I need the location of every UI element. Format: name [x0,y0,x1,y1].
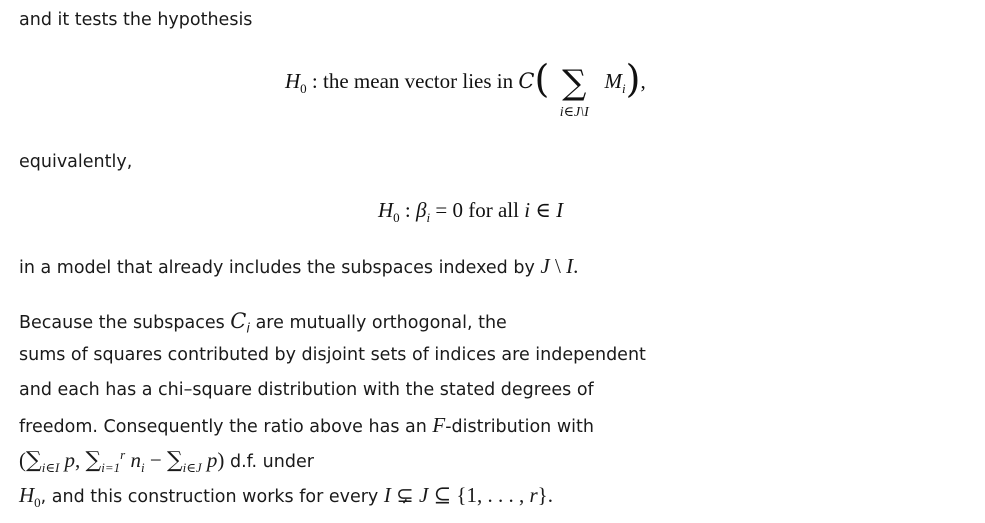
body-line-1: Because the subspaces $C_i$ are mutually orthogonal, the [19,309,507,337]
model-math: J \ I. [540,254,579,278]
model-sentence: in a model that already includes the subspaces indexed by J \ I. [19,254,579,278]
eq1-text: the mean vector lies in [323,69,514,93]
df-math: ($\sum_{i\in I}$ p, $\sum_{i=1}^r$ $n_i - \sum_{i\in J}$ p) [19,447,225,476]
body-line-4: freedom. Consequently the ratio above has an F-distribution with [19,413,594,437]
sum-symbol: ∑ i∈J\I [559,63,589,121]
subset-math: I ⊊ J ⊆ {1, . . . , r}. [383,483,553,507]
hypothesis-equation-1: $H_0$ : the mean vector lies in C( ∑ i∈J\I $M_i$), [285,57,646,121]
eq2-text: = 0 for all [435,198,519,222]
last-line: $H_0$, and this construction works for every I ⊊ J ⊆ {1, . . . , r}. [19,483,553,511]
equivalently-text: equivalently, [19,152,133,172]
df-line: ($\sum_{i\in I}$ p, $\sum_{i=1}^r$ $n_i - \sum_{i\in J}$ p) d.f. under [19,447,314,476]
body-line-3: and each has a chi–square distribution with the stated degrees of [19,380,594,400]
hypothesis-equation-2: $H_0$ : $\beta_i = 0$ for all i ∈ I [378,198,564,226]
body-line-2: sums of squares contributed by disjoint sets of indices are independent [19,345,646,365]
intro-text: and it tests the hypothesis [19,10,253,30]
